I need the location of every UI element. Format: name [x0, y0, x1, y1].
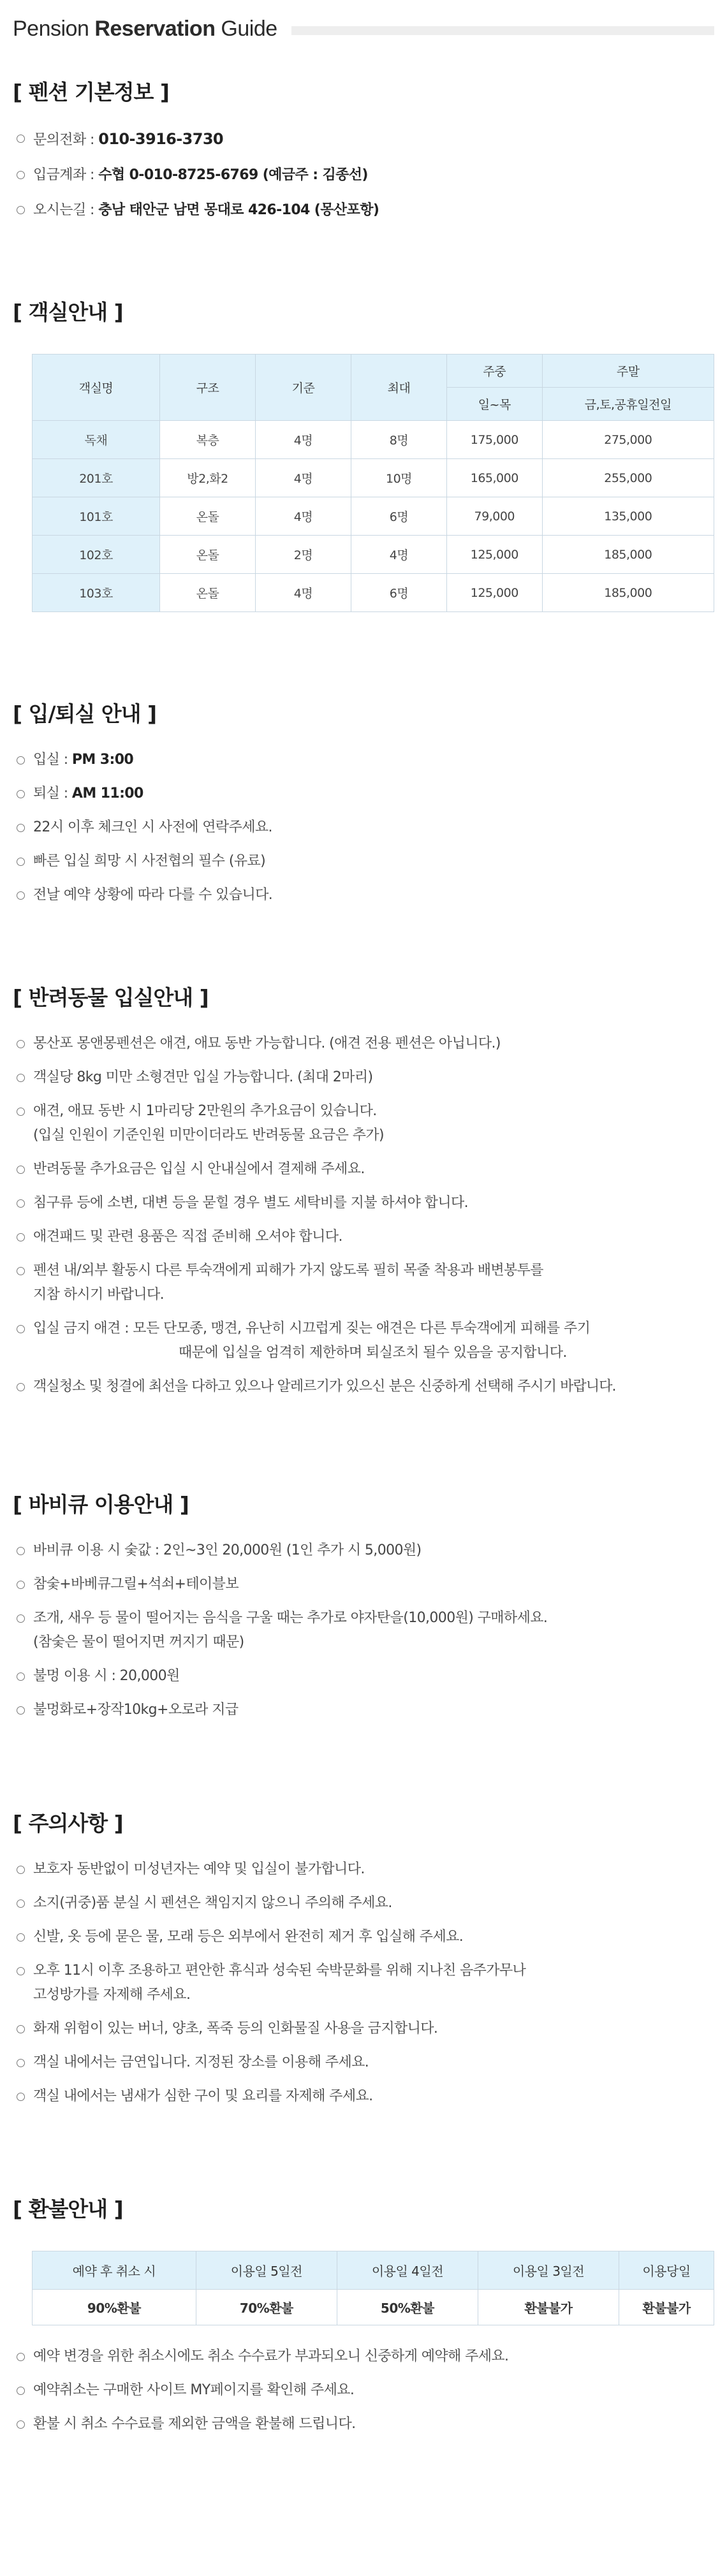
room-name: 101호: [33, 497, 160, 536]
col-header-name: 객실명: [33, 355, 160, 421]
bullet-circle-icon: [17, 1383, 25, 1391]
col-header-weekday: 주중: [447, 355, 543, 388]
bullet-circle-icon: [17, 1866, 25, 1874]
note-text: 반려동물 추가요금은 입실 시 안내실에서 결제해 주세요.: [33, 1161, 365, 1177]
refund-table: [32, 2251, 714, 2325]
list-item: [13, 2084, 714, 2109]
list-item: [13, 2412, 714, 2436]
note-text: 바비큐 이용 시 숯값 : 2인~3인 20,000원 (1인 추가 시 5,000원): [33, 1542, 422, 1558]
room-base: 4명: [256, 574, 351, 612]
note-text: 객실청소 및 청결에 최선을 다하고 있으나 알레르기가 있으신 분은 신중하게 선택해 주시기 바랍니다.: [33, 1379, 616, 1394]
bullet-circle-icon: [17, 1614, 25, 1623]
room-weekend-price: 135,000: [542, 497, 714, 536]
table-row: [33, 536, 714, 574]
note-text: 예약취소는 구매한 사이트 MY페이지를 확인해 주세요.: [33, 2382, 355, 2398]
list-item: [13, 1191, 714, 1215]
note-text: 22시 이후 체크인 시 사전에 연락주세요.: [33, 819, 272, 835]
room-base: 2명: [256, 536, 351, 574]
col-header-structure: 구조: [160, 355, 256, 421]
basic-info-list: [13, 126, 714, 223]
note-text: 펜션 내/외부 활동시 다른 투숙객에게 피해가 가지 않도록 필히 목줄 착용과 배변봉투를: [33, 1262, 543, 1278]
room-base: 4명: [256, 459, 351, 497]
list-item: [13, 1959, 714, 2007]
refund-col-header: 예약 후 취소 시: [33, 2251, 196, 2290]
room-structure: 온돌: [160, 574, 256, 612]
checkin-section: [13, 698, 714, 907]
guide-header: [13, 13, 714, 45]
bullet-circle-icon: [17, 1108, 25, 1116]
table-row: [33, 421, 714, 459]
pets-list: [13, 1032, 714, 1399]
section-title: [ 입/퇴실 안내 ]: [13, 701, 157, 726]
cautions-section: [13, 1808, 714, 2109]
checkin-list: [13, 748, 714, 907]
bullet-circle-icon: [17, 1581, 25, 1589]
list-item: [13, 1259, 714, 1307]
room-weekday-price: 125,000: [447, 574, 543, 612]
list-item: [13, 1572, 714, 1597]
bullet-circle-icon: [17, 1706, 25, 1715]
list-item: [13, 1099, 714, 1148]
list-item: [13, 1664, 714, 1688]
bbq-section: [13, 1489, 714, 1722]
room-max: 6명: [351, 497, 447, 536]
list-item: [13, 2051, 714, 2075]
cautions-list: [13, 1857, 714, 2109]
title-part-guide: Guide: [215, 16, 277, 41]
room-name: 201호: [33, 459, 160, 497]
address: 충남 태안군 남면 몽대로 426-104 (몽산포항): [98, 202, 379, 218]
refund-value: 환불불가: [619, 2290, 714, 2325]
note-text: 불멍화로+장작10kg+오로라 지급: [33, 1702, 239, 1718]
item-label: 문의전화 :: [33, 132, 99, 148]
note-text: 입실 금지 애견 : 모든 단모종, 맹견, 유난히 시끄럽게 짖는 애견은 다른 투숙객에게 피해를 주기: [33, 1321, 591, 1336]
list-item: [13, 1891, 714, 1915]
list-item: [13, 2345, 714, 2369]
note-text: 예약 변경을 위한 취소시에도 취소 수수료가 부과되오니 신중하게 예약해 주세요.: [33, 2348, 509, 2364]
list-item: [13, 1539, 714, 1563]
note-text: 불멍 이용 시 : 20,000원: [33, 1668, 180, 1684]
room-weekday-price: 175,000: [447, 421, 543, 459]
list-item: [13, 1032, 714, 1056]
bullet-circle-icon: [17, 1547, 25, 1555]
list-item: [13, 1857, 714, 1882]
section-title: [ 펜션 기본정보 ]: [13, 80, 169, 105]
bullet-circle-icon: [17, 790, 25, 798]
bullet-circle-icon: [17, 2420, 25, 2429]
list-item: [13, 2378, 714, 2403]
table-row: [33, 459, 714, 497]
note-text: 참숯+바베큐그릴+석쇠+테이블보: [33, 1576, 239, 1592]
bullet-circle-icon: [17, 171, 25, 179]
room-max: 4명: [351, 536, 447, 574]
header-divider-bar: [291, 26, 714, 35]
room-structure: 온돌: [160, 497, 256, 536]
bullet-circle-icon: [17, 2387, 25, 2395]
section-title: [ 환불안내 ]: [13, 2197, 123, 2221]
room-base: 4명: [256, 421, 351, 459]
section-title: [ 객실안내 ]: [13, 300, 123, 325]
list-item: [13, 163, 714, 188]
bullet-circle-icon: [17, 891, 25, 900]
note-text: 애견, 애묘 동반 시 1마리당 2만원의 추가요금이 있습니다.: [33, 1103, 377, 1119]
bullet-circle-icon: [17, 2025, 25, 2033]
note-text-continued: 지참 하시기 바랍니다.: [33, 1287, 165, 1303]
bullet-circle-icon: [17, 1672, 25, 1681]
rooms-section: [13, 296, 714, 612]
room-weekday-price: 79,000: [447, 497, 543, 536]
guide-title: [13, 17, 277, 41]
bullet-circle-icon: [17, 206, 25, 214]
list-item: [13, 816, 714, 840]
table-row: [33, 2290, 714, 2325]
refund-col-header: 이용일 3일전: [478, 2251, 619, 2290]
room-weekday-price: 125,000: [447, 536, 543, 574]
section-title: [ 주의사항 ]: [13, 1811, 123, 1836]
bullet-circle-icon: [17, 1233, 25, 1241]
room-weekend-price: 255,000: [542, 459, 714, 497]
refund-col-header: 이용일 5일전: [196, 2251, 337, 2290]
item-label: 입금계좌 :: [33, 167, 99, 183]
refund-value: 환불불가: [478, 2290, 619, 2325]
bullet-circle-icon: [17, 1199, 25, 1208]
rooms-table: [32, 354, 714, 612]
note-text: 조개, 새우 등 물이 떨어지는 음식을 구울 때는 추가로 야자탄을(10,000원) 구매하세요.: [33, 1610, 548, 1626]
room-structure: 온돌: [160, 536, 256, 574]
room-weekend-price: 185,000: [542, 574, 714, 612]
bullet-circle-icon: [17, 1074, 25, 1082]
note-text: 객실당 8kg 미만 소형견만 입실 가능합니다. (최대 2마리): [33, 1069, 373, 1085]
refund-col-header: 이용당일: [619, 2251, 714, 2290]
note-text: 애견패드 및 관련 용품은 직접 준비해 오셔야 합니다.: [33, 1229, 342, 1245]
list-item: [13, 2017, 714, 2041]
col-subheader-weekend: 금,토,공휴일전일: [542, 388, 714, 421]
bullet-circle-icon: [17, 1967, 25, 1975]
note-text-continued: 고성방가를 자제해 주세요.: [33, 1987, 191, 2003]
list-item: [13, 126, 714, 153]
title-part-reservation: Reservation: [94, 16, 216, 41]
bullet-circle-icon: [17, 1933, 25, 1942]
bullet-circle-icon: [17, 1040, 25, 1048]
refund-value: 90%환불: [33, 2290, 196, 2325]
bullet-circle-icon: [17, 2059, 25, 2067]
title-part-pension: Pension: [13, 16, 95, 41]
list-item: [13, 1225, 714, 1249]
room-base: 4명: [256, 497, 351, 536]
list-item: [13, 782, 714, 806]
room-max: 6명: [351, 574, 447, 612]
col-header-weekend: 주말: [542, 355, 714, 388]
note-text: 소지(귀중)품 분실 시 펜션은 책임지지 않으니 주의해 주세요.: [33, 1895, 392, 1911]
refund-col-header: 이용일 4일전: [337, 2251, 478, 2290]
note-text: 오후 11시 이후 조용하고 편안한 휴식과 성숙된 숙박문화를 위해 지나친 음주가무나: [33, 1963, 526, 1979]
room-structure: 복층: [160, 421, 256, 459]
basic-info-section: [13, 77, 714, 223]
bullet-circle-icon: [17, 1267, 25, 1275]
bullet-circle-icon: [17, 1166, 25, 1174]
bullet-circle-icon: [17, 756, 25, 765]
list-item: [13, 1157, 714, 1182]
list-item: [13, 198, 714, 223]
refund-section: [13, 2193, 714, 2436]
list-item: [13, 1065, 714, 1090]
refund-value: 70%환불: [196, 2290, 337, 2325]
table-row: [33, 574, 714, 612]
refund-value: 50%환불: [337, 2290, 478, 2325]
note-text: 보호자 동반없이 미성년자는 예약 및 입실이 불가합니다.: [33, 1861, 365, 1877]
list-item: [13, 1925, 714, 1949]
list-item: [13, 1375, 714, 1399]
bbq-list: [13, 1539, 714, 1722]
section-title: [ 반려동물 입실안내 ]: [13, 985, 209, 1010]
item-label: 퇴실 :: [33, 786, 72, 801]
note-text: 객실 내에서는 냄새가 심한 구이 및 요리를 자제해 주세요.: [33, 2088, 373, 2104]
room-weekday-price: 165,000: [447, 459, 543, 497]
checkin-time: PM 3:00: [71, 752, 134, 768]
room-weekend-price: 275,000: [542, 421, 714, 459]
room-max: 10명: [351, 459, 447, 497]
list-item: [13, 849, 714, 874]
list-item: [13, 1317, 714, 1365]
note-text-continued: (참숯은 물이 떨어지면 꺼지기 때문): [33, 1634, 244, 1650]
room-name: 102호: [33, 536, 160, 574]
list-item: [13, 883, 714, 907]
list-item: [13, 1698, 714, 1722]
note-text: 객실 내에서는 금연입니다. 지정된 장소를 이용해 주세요.: [33, 2054, 369, 2070]
note-text: 신발, 옷 등에 묻은 물, 모래 등은 외부에서 완전히 제거 후 입실해 주세요.: [33, 1929, 464, 1945]
section-title: [ 바비큐 이용안내 ]: [13, 1492, 189, 1517]
bullet-circle-icon: [17, 1899, 25, 1908]
note-text: 전날 예약 상황에 따라 다를 수 있습니다.: [33, 887, 273, 903]
bank-account: 수협 0-010-8725-6769 (예금주 : 김종선): [98, 167, 368, 183]
col-header-base: 기준: [256, 355, 351, 421]
list-item: [13, 748, 714, 772]
note-text: 침구류 등에 소변, 대변 등을 묻힐 경우 별도 세탁비를 지불 하셔야 합니다.: [33, 1195, 469, 1211]
bullet-circle-icon: [17, 2093, 25, 2101]
item-label: 입실 :: [33, 752, 72, 768]
phone-number: 010-3916-3730: [98, 130, 224, 148]
bullet-circle-icon: [17, 1325, 25, 1333]
pets-section: [13, 982, 714, 1399]
checkout-time: AM 11:00: [71, 786, 143, 801]
note-text: 몽산포 몽앤몽펜션은 애견, 애묘 동반 가능합니다. (애견 전용 펜션은 아닙니다.): [33, 1036, 501, 1051]
room-max: 8명: [351, 421, 447, 459]
note-text: 빠른 입실 희망 시 사전협의 필수 (유료): [33, 853, 266, 869]
room-structure: 방2,화2: [160, 459, 256, 497]
list-item: [13, 1606, 714, 1655]
table-row: [33, 497, 714, 536]
room-name: 103호: [33, 574, 160, 612]
note-text-continued: (입실 인원이 기준인원 미만이더라도 반려동물 요금은 추가): [33, 1127, 384, 1143]
room-weekend-price: 185,000: [542, 536, 714, 574]
room-name: 독채: [33, 421, 160, 459]
col-subheader-weekday: 일~목: [447, 388, 543, 421]
bullet-circle-icon: [17, 2353, 25, 2361]
col-header-max: 최대: [351, 355, 447, 421]
note-text: 환불 시 취소 수수료를 제외한 금액을 환불해 드립니다.: [33, 2416, 356, 2432]
note-text: 화재 위험이 있는 버너, 양초, 폭죽 등의 인화물질 사용을 금지합니다.: [33, 2021, 438, 2037]
item-label: 오시는길 :: [33, 202, 99, 218]
bullet-circle-icon: [17, 135, 25, 143]
bullet-circle-icon: [17, 858, 25, 866]
refund-notes-list: [13, 2345, 714, 2436]
note-text-continued: 때문에 입실을 엄격히 제한하며 퇴실조치 될수 있음을 공지합니다.: [179, 1345, 567, 1361]
bullet-circle-icon: [17, 824, 25, 832]
